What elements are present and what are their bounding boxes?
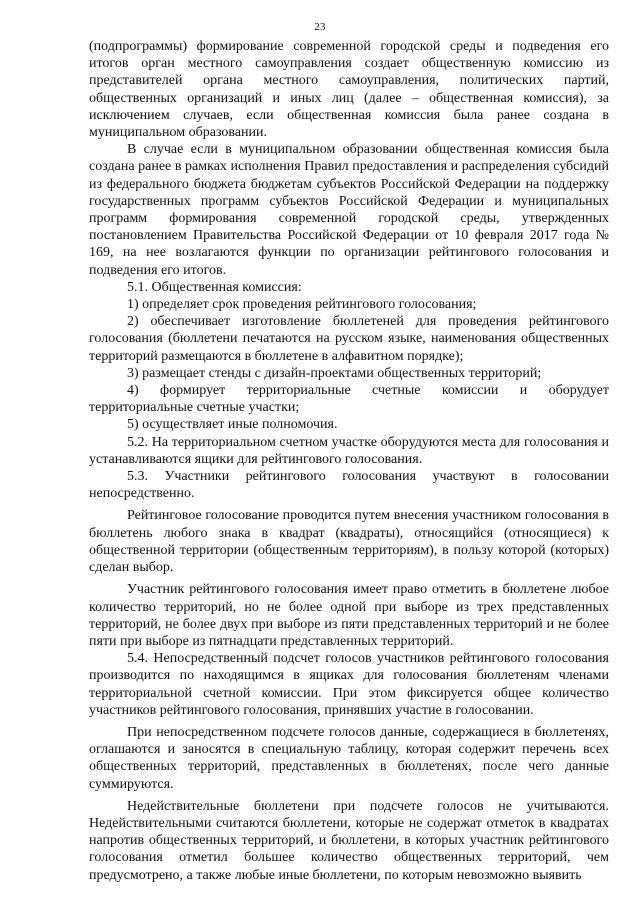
list-item-5: 5) осуществляет иные полномочия. <box>127 417 338 433</box>
paragraph-voting-procedure: Рейтинговое голосование проводится путем внесения участником голосования в бюллетень любого знака в квадрат (квадраты), относящийся (относящиеся) к общественной территории (общественным территориям), в пользу которой (которых) сделан выбор. <box>89 508 609 576</box>
paragraph-section-5-4: 5.4. Непосредственный подсчет голосов участников рейтингового голосования производится по находящимся в ящиках для голосования бюллетеням членами территориальной счетной комиссии. При этом фиксируется общее количество участников рейтингового голосования, принявших участие в голосовании. <box>89 651 609 718</box>
document-body <box>89 38 609 884</box>
list-item-3: 3) размещает стенды с дизайн-проектами общественных территорий; <box>127 365 542 381</box>
paragraph-section-5-1: 5.1. Общественная комиссия: <box>127 279 302 295</box>
list-item-1: 1) определяет срок проведения рейтингового голосования; <box>127 297 477 313</box>
list-item-4: 4) формирует территориальные счетные комиссии и оборудует территориальные счетные участки; <box>89 383 609 416</box>
paragraph-section-5-2: 5.2. На территориальном счетном участке оборудуются места для голосования и устанавливаются ящики для рейтингового голосования. <box>89 434 609 467</box>
paragraph-counting: При непосредственном подсчете голосов данные, содержащиеся в бюллетенях, оглашаются и заносятся в специальную таблицу, которая содержит перечень всех общественных территорий, представленных в бюллетенях, после чего данные суммируются. <box>89 724 609 792</box>
paragraph-invalid-ballots: Недействительные бюллетени при подсчете голосов не учитываются. Недействительными считаются бюллетени, которые не содержат отметок в квадратах напротив общественных территорий, и бюллетени, в которых участник рейтингового голосования отметил большее количество общественных территорий, чем предусмотрено, а также любые иные бюллетени, по которым невозможно выявить <box>89 798 609 883</box>
paragraph-existing-commission: В случае если в муниципальном образовании общественная комиссия была создана ранее в рамках исполнения Правил предоставления и распределения субсидий из федерального бюджета бюджетам субъектов Российской Федерации на поддержку государственных программ субъектов Российской Федерации и муниципальных программ формирования современной городской среды, утвержденных постановлением Правительства Российской Федерации от 10 февраля 2017 года № 169, на нее возлагаются функции по организации рейтингового голосования и подведения его итогов. <box>89 142 609 278</box>
paragraph-commission-creation: (подпрограммы) формирование современной городской среды и подведения его итогов орган местного самоуправления создает общественную комиссию из представителей органа местного самоуправления, политических партий, общественных организаций и иных лиц (далее – общественная комиссия), за исключением случаев, если общественная комиссия была ранее создана в муниципальном образовании. <box>89 39 609 141</box>
page-number: 23 <box>314 21 326 33</box>
paragraph-voter-rights: Участник рейтингового голосования имеет право отметить в бюллетене любое количество территорий, но не более одной при выборе из трех представленных территорий, не более двух при выборе из пяти представленных территорий и не более пяти при выборе из пятнадцати представленных территорий. <box>89 582 609 649</box>
list-item-2: 2) обеспечивает изготовление бюллетеней для проведения рейтингового голосования (бюллетени печатаются на русском языке, наименования общественных территорий размещаются в бюллетене в алфавитном порядке); <box>89 314 609 364</box>
paragraph-section-5-3: 5.3. Участники рейтингового голосования участвуют в голосовании непосредственно. <box>89 469 609 502</box>
